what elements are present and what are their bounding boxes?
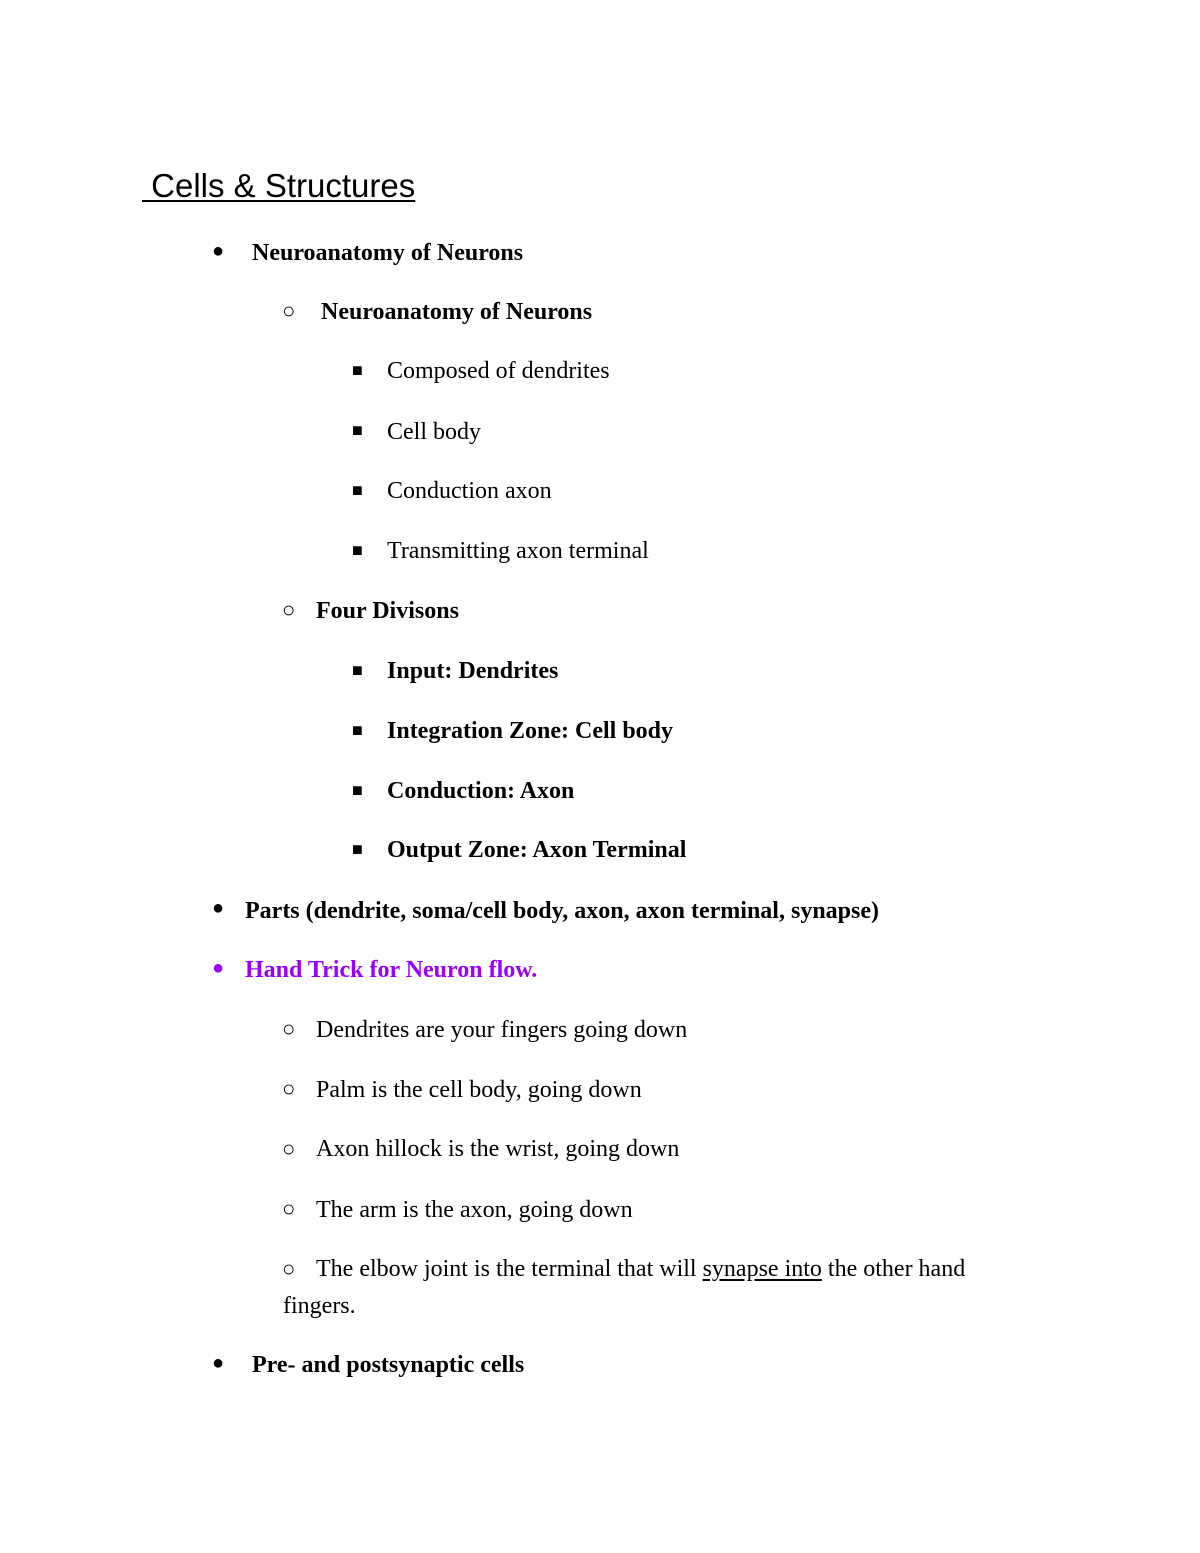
bullet-level3: ■ <box>352 839 363 859</box>
list-item-elbow <box>316 1254 965 1284</box>
bullet-level3: ■ <box>352 780 363 800</box>
list-item-palm: Palm is the cell body, going down <box>316 1077 642 1103</box>
list-item-integration: Integration Zone: Cell body <box>387 718 674 744</box>
list-item-cell-body: Cell body <box>387 419 481 445</box>
list-item-hand-trick: Hand Trick for Neuron flow. <box>245 957 538 983</box>
list-item-four-divisons: Four Divisons <box>316 598 459 624</box>
bullet-level2: ○ <box>282 1136 296 1161</box>
bullet-level2: ○ <box>282 1016 296 1041</box>
list-item-conduction-axon: Conduction axon <box>387 478 552 504</box>
bullet-level3: ■ <box>352 420 363 440</box>
bullet-level2: ○ <box>282 298 296 323</box>
bullet-level2: ○ <box>282 597 296 622</box>
list-item-transmitting: Transmitting axon terminal <box>387 538 649 564</box>
bullet-level1: ● <box>212 1352 225 1374</box>
bullet-level2: ○ <box>282 1196 296 1221</box>
bullet-level3: ■ <box>352 360 363 380</box>
list-item-neuroanatomy-sub: Neuroanatomy of Neurons <box>321 299 593 325</box>
list-item-axon-hillock: Axon hillock is the wrist, going down <box>316 1136 680 1162</box>
bullet-level2: ○ <box>282 1256 296 1281</box>
list-item-dendrites-fingers: Dendrites are your fingers going down <box>316 1017 688 1043</box>
list-item-elbow-continuation: fingers. <box>283 1293 356 1319</box>
list-item-composed: Composed of dendrites <box>387 358 610 384</box>
bullet-level1: ● <box>212 897 225 919</box>
elbow-text-before: The elbow joint is the terminal that will <box>316 1256 703 1282</box>
list-item-parts: Parts (dendrite, soma/cell body, axon, axon terminal, synapse) <box>245 898 879 924</box>
list-item-conduction: Conduction: Axon <box>387 778 575 804</box>
list-item-arm: The arm is the axon, going down <box>316 1197 633 1223</box>
bullet-level2: ○ <box>282 1076 296 1101</box>
elbow-text-after: the other hand <box>821 1256 966 1282</box>
bullet-level3: ■ <box>352 480 363 500</box>
bullet-level1: ● <box>212 240 225 262</box>
bullet-level3: ■ <box>352 540 363 560</box>
list-item-neuroanatomy: Neuroanatomy of Neurons <box>252 240 524 266</box>
page-title: Cells & Structures <box>142 167 416 204</box>
synapse-into-link[interactable]: synapse into <box>702 1256 822 1282</box>
list-item-output: Output Zone: Axon Terminal <box>387 837 687 863</box>
bullet-level3: ■ <box>352 660 363 680</box>
bullet-level1-purple: ● <box>212 957 225 979</box>
list-item-input: Input: Dendrites <box>387 658 559 684</box>
bullet-level3: ■ <box>352 720 363 740</box>
list-item-pre-post: Pre- and postsynaptic cells <box>252 1352 525 1378</box>
